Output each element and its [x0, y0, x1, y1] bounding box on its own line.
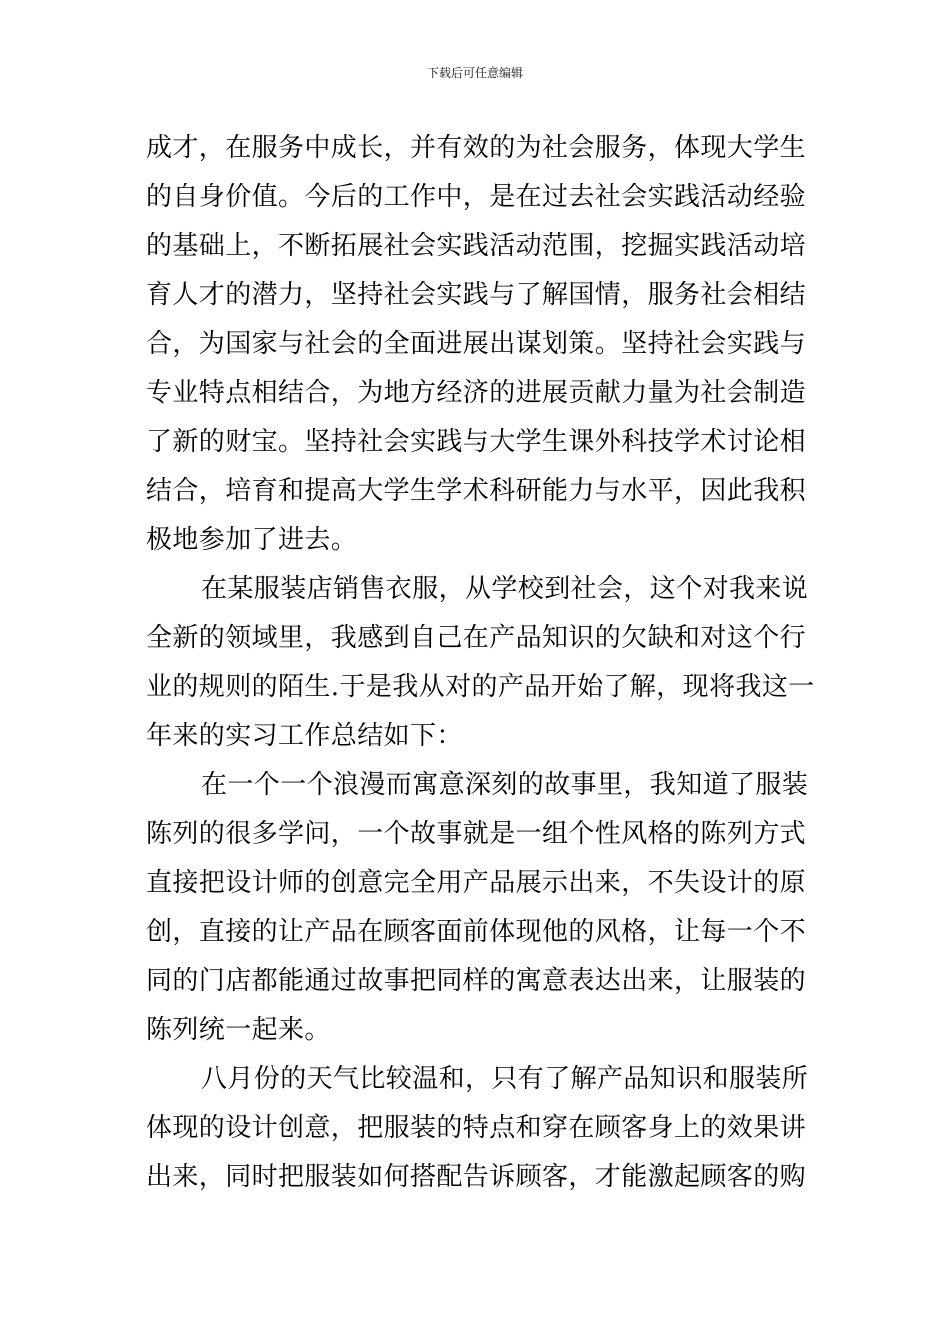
text-line: 创，直接的让产品在顾客面前体现他的风格，让每一个不: [146, 917, 807, 947]
text-line: 陈列的很多学问，一个故事就是一组个性风格的陈列方式: [146, 819, 807, 849]
document-body: [146, 124, 815, 1202]
paragraph: [146, 1055, 810, 1202]
page-header: [0, 64, 950, 82]
paragraph: [146, 124, 810, 565]
text-line: 在一个一个浪漫而寓意深刻的故事里，我知道了服装: [201, 770, 809, 800]
text-line: 成才，在服务中成长，并有效的为社会服务，体现大学生: [146, 133, 807, 163]
text-line: 八月份的天气比较温和，只有了解产品知识和服装所: [201, 1064, 809, 1094]
text-line: 业的规则的陌生.于是我从对的产品开始了解，现将我这一: [146, 672, 815, 702]
text-line: 同的门店都能通过故事把同样的寓意表达出来，让服装的: [146, 966, 807, 996]
text-line: 专业特点相结合，为地方经济的进展贡献力量为社会制造: [146, 378, 807, 408]
text-line: 的自身价值。今后的工作中，是在过去社会实践活动经验: [146, 182, 807, 212]
paragraph: [146, 761, 810, 1055]
text-line: 陈列统一起来。: [146, 1015, 331, 1045]
text-line: 结合，培育和提高大学生学术科研能力与水平，因此我积: [146, 476, 807, 506]
text-line: 年来的实习工作总结如下：: [146, 721, 463, 751]
text-line: 在某服装店销售衣服，从学校到社会，这个对我来说: [201, 574, 809, 604]
text-line: 全新的领域里，我感到自己在产品知识的欠缺和对这个行: [146, 623, 807, 653]
text-line: 出来，同时把服装如何搭配告诉顾客，才能激起顾客的购: [146, 1162, 807, 1192]
header-text: 下载后可任意编辑: [426, 66, 523, 80]
text-line: 极地参加了进去。: [146, 525, 358, 555]
text-line: 的基础上，不断拓展社会实践活动范围，挖掘实践活动培: [146, 231, 807, 261]
text-line: 合，为国家与社会的全面进展出谋划策。坚持社会实践与: [146, 329, 807, 359]
text-line: 直接把设计师的创意完全用产品展示出来，不失设计的原: [146, 868, 807, 898]
text-line: 育人才的潜力，坚持社会实践与了解国情，服务社会相结: [146, 280, 807, 310]
paragraph: [146, 565, 815, 761]
text-line: 了新的财宝。坚持社会实践与大学生课外科技学术讨论相: [146, 427, 807, 457]
text-line: 体现的设计创意，把服装的特点和穿在顾客身上的效果讲: [146, 1113, 807, 1143]
